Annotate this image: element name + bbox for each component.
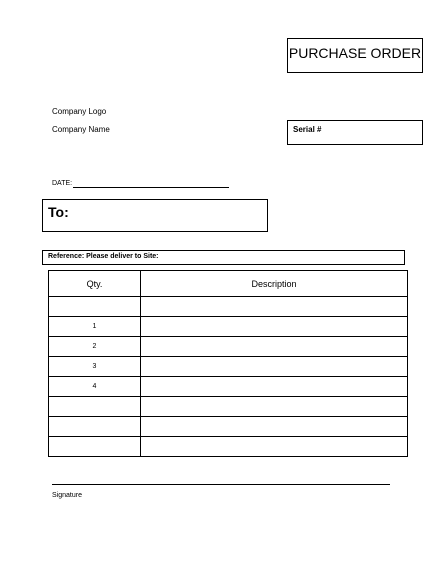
qty-cell[interactable]: 3 [49, 357, 141, 377]
table-row [49, 377, 408, 397]
description-header: Description [141, 271, 408, 297]
qty-cell[interactable] [49, 297, 141, 317]
table-row [49, 337, 408, 357]
qty-header: Qty. [49, 271, 141, 297]
table-row [49, 397, 408, 417]
company-logo-label: Company Logo [52, 107, 107, 116]
table-row [49, 437, 408, 457]
description-cell[interactable] [141, 417, 408, 437]
table-row [49, 357, 408, 377]
table-row [49, 417, 408, 437]
description-cell[interactable] [141, 317, 408, 337]
company-name-label: Company Name [52, 125, 110, 134]
qty-cell[interactable]: 1 [49, 317, 141, 337]
table-header-row [49, 271, 408, 297]
date-line[interactable] [73, 187, 229, 188]
qty-cell[interactable] [49, 417, 141, 437]
title-box [287, 38, 423, 73]
qty-cell[interactable]: 4 [49, 377, 141, 397]
description-cell[interactable] [141, 377, 408, 397]
description-cell[interactable] [141, 397, 408, 417]
document-title: PURCHASE ORDER [288, 45, 422, 61]
to-field[interactable] [42, 199, 268, 232]
description-cell[interactable] [141, 297, 408, 317]
qty-cell[interactable] [49, 437, 141, 457]
reference-label: Reference: Please deliver to Site: [48, 253, 159, 260]
description-cell[interactable] [141, 337, 408, 357]
signature-label: Signature [52, 492, 82, 499]
description-cell[interactable] [141, 357, 408, 377]
signature-line[interactable] [52, 484, 390, 485]
qty-cell[interactable]: 2 [49, 337, 141, 357]
table-row [49, 297, 408, 317]
items-table [48, 270, 408, 457]
description-cell[interactable] [141, 437, 408, 457]
serial-label: Serial # [293, 125, 322, 134]
table-row [49, 317, 408, 337]
serial-field[interactable] [287, 120, 423, 145]
date-label: DATE: [52, 180, 73, 187]
qty-cell[interactable] [49, 397, 141, 417]
reference-field[interactable] [42, 250, 405, 265]
to-label: To: [48, 204, 69, 220]
